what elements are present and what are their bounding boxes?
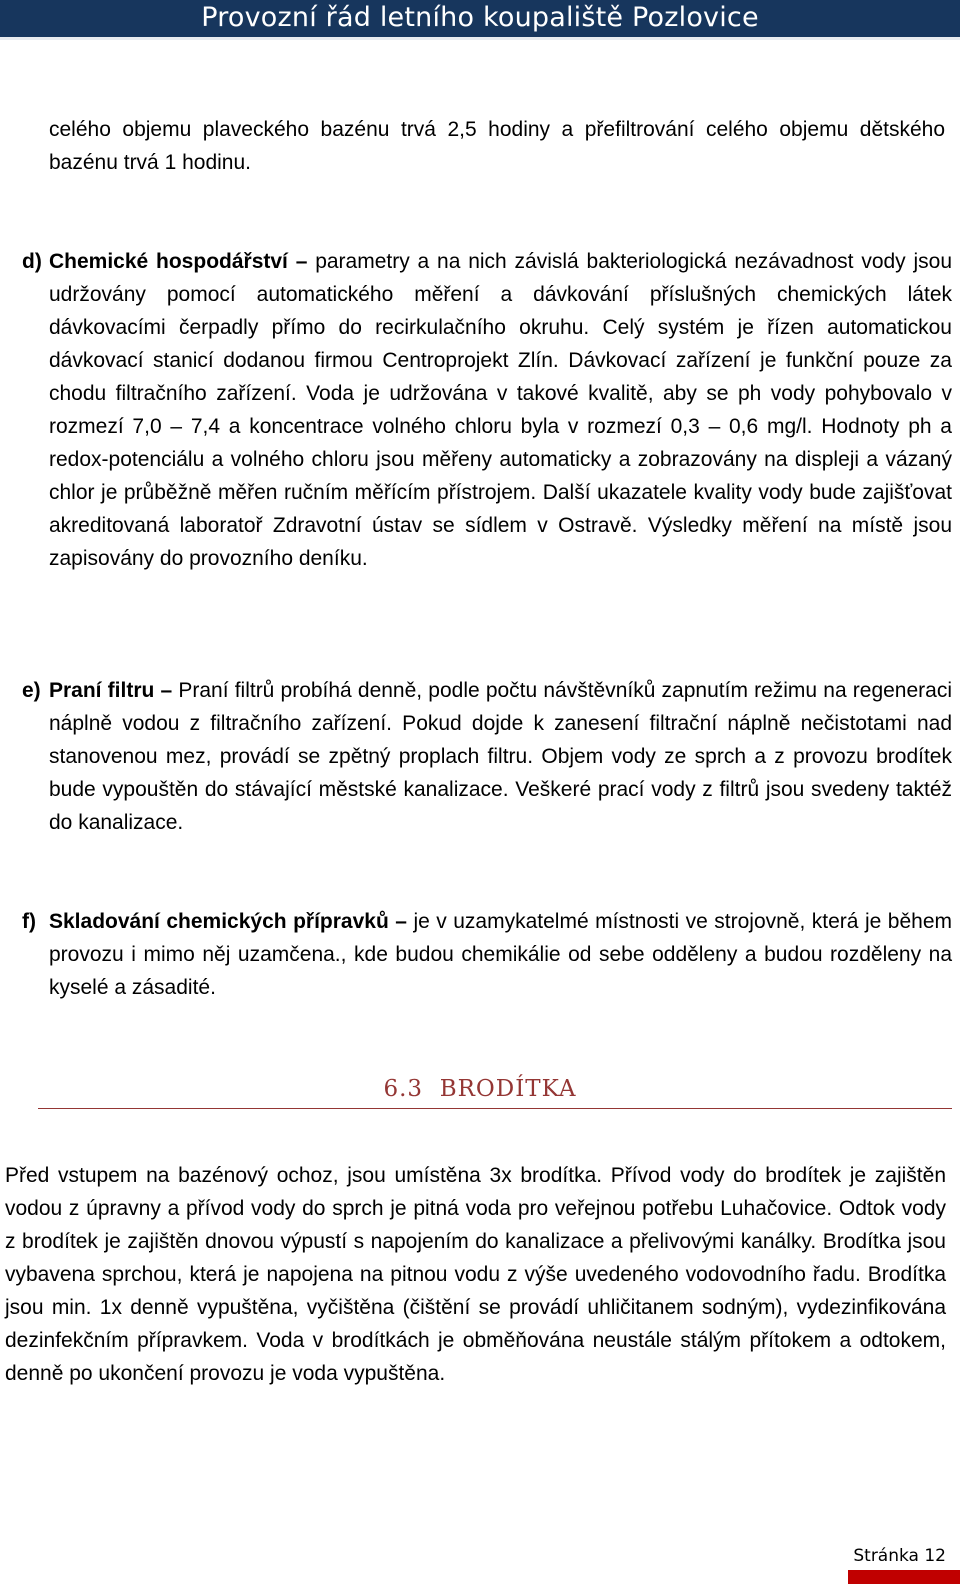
- item-heading: Praní filtru: [49, 679, 155, 702]
- page-header: [0, 0, 960, 40]
- section-number: 6.3: [383, 1076, 424, 1102]
- item-body: Skladování chemických přípravků – je v uzamykatelmé místnosti ve strojovně, která je během provozu i mimo něj uzamčena., kde budou chemikálie od sebe odděleny a budou rozděleny na kyselé a zásadité.: [49, 910, 953, 999]
- list-item-f: [22, 905, 952, 1004]
- footer-accent: [848, 1570, 960, 1584]
- header-divider: [0, 37, 960, 40]
- item-text: je v uzamykatelmé místnosti ve strojovně, která je během provozu i mimo něj uzamčena., kde budou chemikálie od sebe odděleny a budou rozděleny na kyselé a zásadité.: [49, 910, 953, 999]
- list-item-e: [22, 674, 952, 839]
- section-heading: [0, 1076, 960, 1102]
- item-body: Chemické hospodářství – parametry a na nich závislá bakteriologická nezávadnost vody jsou udržovány pomocí automatického měření a dávkování příslušných chemických látek dávkovacími čerpadly přímo do recirkulačního okruhu. Celý systém je řízen automatickou dávkovací stanicí dodanou firmou Centroprojekt Zlín. Dávkovací zařízení je funkční pouze za chodu filtračního zařízení. Voda je udržována v takové kvalitě, aby se ph vody pohybovalo v rozmezí 7,0 – 7,4 a koncentrace volného chloru byla v rozmezí 0,3 – 0,6 mg/l. Hodnoty ph a redox-potenciálu a volného chloru jsou měřeny automaticky a zobrazovány na displeji a vázaný chlor je průběžně měřen ručním měřícím přístrojem. Další ukazatele kvality vody bude zajišťovat akreditovaná laboratoř Zdravotní ústav se sídlem v Ostravě. Výsledky měření na místě jsou zapisovány do provozního deníku.: [49, 250, 953, 570]
- intro-paragraph: celého objemu plaveckého bazénu trvá 2,5 hodiny a přefiltrování celého objemu dětského bazénu trvá 1 hodinu.: [49, 118, 945, 174]
- page-number: Stránka 12: [853, 1546, 946, 1566]
- section-title: BRODÍTKA: [439, 1076, 577, 1102]
- item-heading: Skladování chemických přípravků: [49, 910, 389, 933]
- list-marker: d): [22, 250, 42, 273]
- item-heading: Chemické hospodářství: [49, 250, 288, 273]
- document-title: Provozní řád letního koupaliště Pozlovice: [201, 2, 759, 33]
- section-paragraph: Před vstupem na bazénový ochoz, jsou umístěna 3x brodítka. Přívod vody do brodítek je zajištěn vodou z úpravny a přívod vody do sprch je pitná voda pro veřejnou potřebu Luhačovice. Odtok vody z brodítek je zajištěn dnovou výpustí s napojením do kanalizace a přelivovými kanálky. Brodítka jsou vybavena sprchou, která je napojena na pitnou vodu z výše uvedeného vodovodního řadu. Brodítka jsou min. 1x denně vypuštěna, vyčištěna (čištění se provádí uhličitanem sodným), vydezinfikována dezinfekčním přípravkem. Voda v brodítkách je obměňována neustále stálým přítokem a odtokem, denně po ukončení provozu je voda vypuštěna.: [5, 1164, 946, 1385]
- list-marker: e): [22, 679, 41, 702]
- list-item-d: [22, 245, 952, 575]
- item-text: Praní filtrů probíhá denně, podle počtu návštěvníků zapnutím režimu na regeneraci náplně vodou z filtračního zařízení. Pokud dojde k zanesení filtrační náplně nečistotami nad stanovenou mez, provádí se zpětný proplach filtru. Objem vody ze sprch a z provozu brodítek bude vypouštěn do stávající městské kanalizace. Veškeré prací vody z filtrů jsou svedeny taktéž do kanalizace.: [49, 679, 952, 834]
- item-body: Praní filtru – Praní filtrů probíhá denně, podle počtu návštěvníků zapnutím režimu na regeneraci náplně vodou z filtračního zařízení. Pokud dojde k zanesení filtrační náplně nečistotami nad stanovenou mez, provádí se zpětný proplach filtru. Objem vody ze sprch a z provozu brodítek bude vypouštěn do stávající městské kanalizace. Veškeré prací vody z filtrů jsou svedeny taktéž do kanalizace.: [49, 679, 952, 834]
- section-divider: [38, 1108, 952, 1109]
- list-marker: f): [22, 910, 36, 933]
- item-text: parametry a na nich závislá bakteriologická nezávadnost vody jsou udržovány pomocí automatického měření a dávkování příslušných chemických látek dávkovacími čerpadly přímo do recirkulačního okruhu. Celý systém je řízen automatickou dávkovací stanicí dodanou firmou Centroprojekt Zlín. Dávkovací zařízení je funkční pouze za chodu filtračního zařízení. Voda je udržována v takové kvalitě, aby se ph vody pohybovalo v rozmezí 7,0 – 7,4 a koncentrace volného chloru byla v rozmezí 0,3 – 0,6 mg/l. Hodnoty ph a redox-potenciálu a volného chloru jsou měřeny automaticky a zobrazovány na displeji a vázaný chlor je průběžně měřen ručním měřícím přístrojem. Další ukazatele kvality vody bude zajišťovat akreditovaná laboratoř Zdravotní ústav se sídlem v Ostravě. Výsledky měření na místě jsou zapisovány do provozního deníku.: [49, 250, 953, 570]
